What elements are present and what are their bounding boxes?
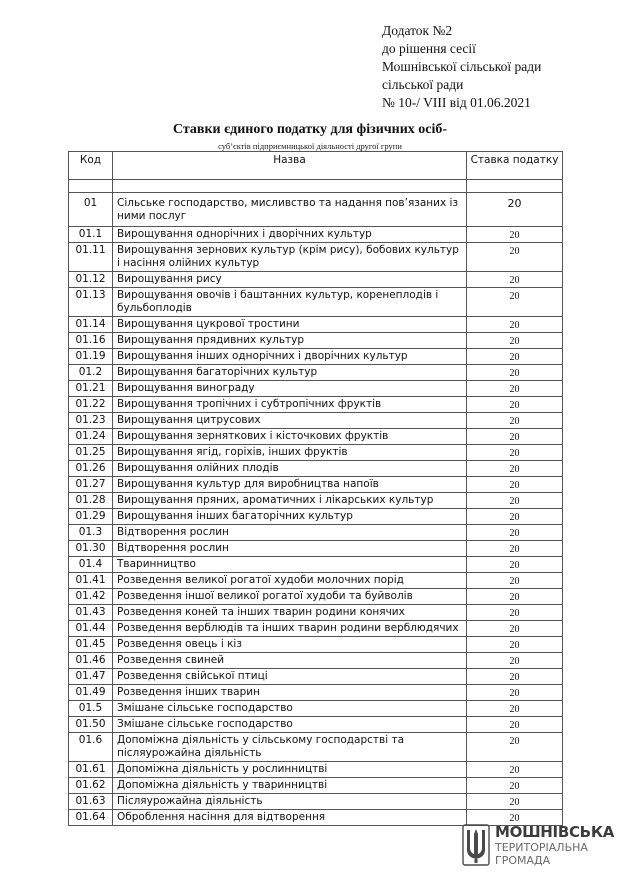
table-row bbox=[69, 381, 563, 397]
row-name: Вирощування пряних, ароматичних і лікарських культур bbox=[113, 493, 467, 509]
row-code: 01.14 bbox=[69, 317, 113, 333]
row-name: Вирощування однорічних і дворічних культур bbox=[113, 227, 467, 243]
row-rate: 20 bbox=[467, 733, 563, 762]
table-row bbox=[69, 461, 563, 477]
row-rate: 20 bbox=[467, 288, 563, 317]
row-code: 01.26 bbox=[69, 461, 113, 477]
row-rate: 20 bbox=[467, 333, 563, 349]
table-row bbox=[69, 272, 563, 288]
row-rate: 20 bbox=[467, 193, 563, 227]
row-name: Оброблення насіння для відтворення bbox=[113, 810, 467, 826]
row-code: 01.49 bbox=[69, 685, 113, 701]
row-name: Вирощування винограду bbox=[113, 381, 467, 397]
row-name: Вирощування зернових культур (крім рису), бобових культур і насіння олійних культур bbox=[113, 243, 467, 272]
table-row bbox=[69, 397, 563, 413]
row-name: Вирощування олійних плодів bbox=[113, 461, 467, 477]
row-name: Розведення коней та інших тварин родини конячих bbox=[113, 605, 467, 621]
table-row bbox=[69, 445, 563, 461]
row-name: Розведення іншої великої рогатої худоби та буйволів bbox=[113, 589, 467, 605]
table-row bbox=[69, 288, 563, 317]
spacer-cell bbox=[113, 180, 467, 193]
table-row bbox=[69, 317, 563, 333]
row-name: Вирощування культур для виробництва напоїв bbox=[113, 477, 467, 493]
table-header-row bbox=[69, 152, 563, 180]
appendix-line: Мошнівської сільської ради bbox=[382, 59, 542, 74]
row-rate: 20 bbox=[467, 685, 563, 701]
appendix-line: Додаток №2 bbox=[382, 23, 453, 38]
row-rate: 20 bbox=[467, 227, 563, 243]
row-code: 01.46 bbox=[69, 653, 113, 669]
table-row bbox=[69, 778, 563, 794]
row-code: 01.62 bbox=[69, 778, 113, 794]
row-name: Розведення інших тварин bbox=[113, 685, 467, 701]
row-code: 01.47 bbox=[69, 669, 113, 685]
table-row bbox=[69, 717, 563, 733]
table-row bbox=[69, 493, 563, 509]
row-code: 01.43 bbox=[69, 605, 113, 621]
table-row bbox=[69, 573, 563, 589]
row-code: 01.45 bbox=[69, 637, 113, 653]
row-code: 01.21 bbox=[69, 381, 113, 397]
document-title: Ставки єдиного податку для фізичних осіб- bbox=[172, 122, 448, 137]
table-row bbox=[69, 557, 563, 573]
row-rate: 20 bbox=[467, 477, 563, 493]
table-row bbox=[69, 794, 563, 810]
row-code: 01.4 bbox=[69, 557, 113, 573]
row-rate: 20 bbox=[467, 810, 563, 826]
table-spacer-row bbox=[69, 180, 563, 193]
row-code: 01.50 bbox=[69, 717, 113, 733]
row-name: Розведення свиней bbox=[113, 653, 467, 669]
row-code: 01.29 bbox=[69, 509, 113, 525]
row-rate: 20 bbox=[467, 701, 563, 717]
row-rate: 20 bbox=[467, 461, 563, 477]
row-name: Вирощування багаторічних культур bbox=[113, 365, 467, 381]
table-row bbox=[69, 509, 563, 525]
row-name: Вирощування ягід, горіхів, інших фруктів bbox=[113, 445, 467, 461]
logo-line2: ТЕРИТОРІАЛЬНА bbox=[495, 841, 588, 854]
row-rate: 20 bbox=[467, 717, 563, 733]
row-code: 01.41 bbox=[69, 573, 113, 589]
spacer-cell bbox=[69, 180, 113, 193]
document-subtitle: суб’єктів підприємницької діяльності другої групи bbox=[218, 141, 402, 151]
row-code: 01.12 bbox=[69, 272, 113, 288]
table-row bbox=[69, 589, 563, 605]
row-rate: 20 bbox=[467, 573, 563, 589]
appendix-line: № 10-/ VIII від 01.06.2021 bbox=[382, 95, 531, 110]
table-row bbox=[69, 541, 563, 557]
row-rate: 20 bbox=[467, 525, 563, 541]
table-row bbox=[69, 762, 563, 778]
table-row bbox=[69, 243, 563, 272]
logo-name: МОШНІВСЬКА bbox=[495, 823, 615, 841]
appendix-line: сільської ради bbox=[382, 77, 464, 92]
row-rate: 20 bbox=[467, 794, 563, 810]
row-rate: 20 bbox=[467, 778, 563, 794]
row-name: Вирощування прядивних культур bbox=[113, 333, 467, 349]
rates-table bbox=[68, 151, 563, 826]
row-name: Вирощування цукрової тростини bbox=[113, 317, 467, 333]
row-name: Розведення верблюдів та інших тварин родини верблюдячих bbox=[113, 621, 467, 637]
row-rate: 20 bbox=[467, 653, 563, 669]
row-code: 01 bbox=[69, 193, 113, 227]
table-row bbox=[69, 429, 563, 445]
row-name: Тваринництво bbox=[113, 557, 467, 573]
row-name: Вирощування овочів і баштанних культур, коренеплодів і бульбоплодів bbox=[113, 288, 467, 317]
row-name: Вирощування рису bbox=[113, 272, 467, 288]
row-code: 01.11 bbox=[69, 243, 113, 272]
row-name: Розведення свійської птиці bbox=[113, 669, 467, 685]
row-name: Вирощування інших багаторічних культур bbox=[113, 509, 467, 525]
row-code: 01.61 bbox=[69, 762, 113, 778]
header-rate: Ставка податку bbox=[467, 152, 563, 180]
row-rate: 20 bbox=[467, 589, 563, 605]
row-rate: 20 bbox=[467, 541, 563, 557]
table-row bbox=[69, 477, 563, 493]
row-code: 01.44 bbox=[69, 621, 113, 637]
row-name: Вирощування цитрусових bbox=[113, 413, 467, 429]
row-code: 01.22 bbox=[69, 397, 113, 413]
row-code: 01.3 bbox=[69, 525, 113, 541]
row-name: Відтворення рослин bbox=[113, 525, 467, 541]
row-rate: 20 bbox=[467, 637, 563, 653]
row-rate: 20 bbox=[467, 493, 563, 509]
table-row bbox=[69, 227, 563, 243]
row-name: Змішане сільське господарство bbox=[113, 701, 467, 717]
row-rate: 20 bbox=[467, 397, 563, 413]
row-name: Сільське господарство, мисливство та надання пов’язаних із ними послуг bbox=[113, 193, 467, 227]
row-name: Допоміжна діяльність у тваринництві bbox=[113, 778, 467, 794]
row-rate: 20 bbox=[467, 365, 563, 381]
logo-line3: ГРОМАДА bbox=[495, 854, 551, 867]
spacer-cell bbox=[467, 180, 563, 193]
row-code: 01.16 bbox=[69, 333, 113, 349]
community-logo bbox=[462, 822, 615, 870]
row-name: Змішане сільське господарство bbox=[113, 717, 467, 733]
row-code: 01.25 bbox=[69, 445, 113, 461]
row-rate: 20 bbox=[467, 509, 563, 525]
row-code: 01.6 bbox=[69, 733, 113, 762]
table-row bbox=[69, 701, 563, 717]
row-code: 01.64 bbox=[69, 810, 113, 826]
table-row bbox=[69, 653, 563, 669]
row-name: Вирощування тропічних і субтропічних фруктів bbox=[113, 397, 467, 413]
appendix-line: до рішення сесії bbox=[382, 41, 476, 56]
row-code: 01.19 bbox=[69, 349, 113, 365]
table-row bbox=[69, 669, 563, 685]
row-code: 01.63 bbox=[69, 794, 113, 810]
table-row bbox=[69, 193, 563, 227]
row-rate: 20 bbox=[467, 557, 563, 573]
row-rate: 20 bbox=[467, 317, 563, 333]
row-code: 01.30 bbox=[69, 541, 113, 557]
row-name: Допоміжна діяльність у рослинництві bbox=[113, 762, 467, 778]
row-code: 01.28 bbox=[69, 493, 113, 509]
row-rate: 20 bbox=[467, 413, 563, 429]
row-rate: 20 bbox=[467, 272, 563, 288]
table-row bbox=[69, 413, 563, 429]
row-name: Розведення великої рогатої худоби молочних порід bbox=[113, 573, 467, 589]
table-body bbox=[69, 180, 563, 826]
row-name: Вирощування інших однорічних і дворічних культур bbox=[113, 349, 467, 365]
row-name: Розведення овець і кіз bbox=[113, 637, 467, 653]
row-rate: 20 bbox=[467, 349, 563, 365]
row-rate: 20 bbox=[467, 621, 563, 637]
table-row bbox=[69, 333, 563, 349]
row-code: 01.13 bbox=[69, 288, 113, 317]
trident-icon bbox=[462, 824, 490, 866]
row-rate: 20 bbox=[467, 762, 563, 778]
table-row bbox=[69, 733, 563, 762]
table-row bbox=[69, 621, 563, 637]
row-rate: 20 bbox=[467, 669, 563, 685]
row-rate: 20 bbox=[467, 429, 563, 445]
row-rate: 20 bbox=[467, 605, 563, 621]
header-code: Код bbox=[69, 152, 113, 180]
header-name: Назва bbox=[113, 152, 467, 180]
row-code: 01.27 bbox=[69, 477, 113, 493]
table-row bbox=[69, 637, 563, 653]
row-code: 01.1 bbox=[69, 227, 113, 243]
table-row bbox=[69, 605, 563, 621]
row-code: 01.24 bbox=[69, 429, 113, 445]
table-row bbox=[69, 365, 563, 381]
table-row bbox=[69, 685, 563, 701]
table-row bbox=[69, 349, 563, 365]
table-row bbox=[69, 525, 563, 541]
row-code: 01.42 bbox=[69, 589, 113, 605]
appendix-block bbox=[382, 22, 541, 112]
row-code: 01.5 bbox=[69, 701, 113, 717]
row-name: Вирощування зерняткових і кісточкових фруктів bbox=[113, 429, 467, 445]
row-rate: 20 bbox=[467, 445, 563, 461]
row-rate: 20 bbox=[467, 243, 563, 272]
row-name: Післяурожайна діяльність bbox=[113, 794, 467, 810]
row-code: 01.2 bbox=[69, 365, 113, 381]
row-name: Допоміжна діяльність у сільському господарстві та післяурожайна діяльність bbox=[113, 733, 467, 762]
row-rate: 20 bbox=[467, 381, 563, 397]
row-name: Відтворення рослин bbox=[113, 541, 467, 557]
row-code: 01.23 bbox=[69, 413, 113, 429]
